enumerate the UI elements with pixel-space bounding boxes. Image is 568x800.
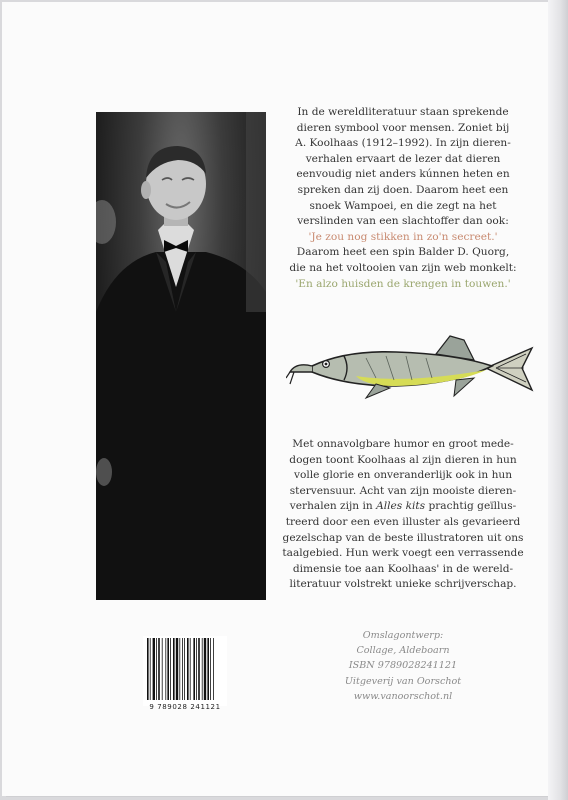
body-line xyxy=(272,499,534,515)
intro-line: Daarom heet een spin Balder D. Quorg, xyxy=(296,246,510,259)
body-line: taalgebied. Hun werk voegt een verrassende xyxy=(282,547,524,560)
barcode-digits: 9 789028 241121 xyxy=(149,703,221,711)
credits-block xyxy=(278,628,528,704)
body-line: dimensie toe aan Koolhaas' in de wereld- xyxy=(292,562,514,575)
intro-paragraph xyxy=(272,105,534,292)
isbn-text: ISBN 9789028241121 xyxy=(348,660,458,672)
intro-line: A. Koolhaas (1912–1992). In zijn dieren- xyxy=(295,137,511,150)
intro-line: dieren symbool voor mensen. Zoniet bij xyxy=(296,121,510,134)
book-title: Alles kits xyxy=(376,500,426,513)
intro-line: In de wereldliteratuur staan sprekende xyxy=(297,106,509,118)
intro-line: verslinden van een slachtoffer dan ook: xyxy=(297,215,509,228)
intro-line: snoek Wampoei, en die zegt na het xyxy=(309,199,497,212)
pike-fish-illustration xyxy=(286,332,536,404)
quote-wampoei: 'Je zou nog stikken in zo'n secreet.' xyxy=(308,230,498,243)
book-edge xyxy=(548,0,568,800)
publisher-website: www.vanoorschot.nl xyxy=(353,690,453,702)
intro-line: verhalen ervaart de lezer dat dieren xyxy=(305,152,501,165)
intro-line: spreken dan zij doen. Daarom heet een xyxy=(297,183,509,196)
body-line: treerd door een even illuster als gevarieerd xyxy=(285,515,521,528)
body-paragraph xyxy=(272,437,534,593)
publisher-name: Uitgeverij van Oorschot xyxy=(344,675,462,687)
body-line: volle glorie en onveranderlijk ook in hun xyxy=(293,469,513,482)
quote-quorg: 'En alzo huisden de krengen in touwen.' xyxy=(295,277,511,290)
book-back-cover xyxy=(2,2,548,796)
barcode-bars xyxy=(143,636,227,700)
cover-design-value: Collage, Aldeboarn xyxy=(356,645,450,657)
body-line: stervensuur. Acht van zijn mooiste dieren- xyxy=(289,484,517,497)
body-line: dogen toont Koolhaas al zijn dieren in hun xyxy=(289,453,517,466)
body-text: prachtig geïllus- xyxy=(425,500,517,513)
isbn-barcode xyxy=(143,636,227,711)
intro-line: eenvoudig niet anders kúnnen heten en xyxy=(296,168,510,181)
body-line: literatuur volstrekt unieke schrijverschap. xyxy=(289,578,517,591)
body-line: Met onnavolgbare humor en groot mede- xyxy=(292,438,514,450)
body-text: verhalen zijn in xyxy=(289,500,377,513)
cover-design-label: Omslagontwerp: xyxy=(362,630,444,641)
author-photo xyxy=(96,112,266,600)
intro-line: die na het voltooien van zijn web monkelt: xyxy=(289,261,517,274)
body-line: gezelschap van de beste illustratoren uit ons xyxy=(282,531,524,544)
author-portrait-illustration xyxy=(96,112,266,600)
